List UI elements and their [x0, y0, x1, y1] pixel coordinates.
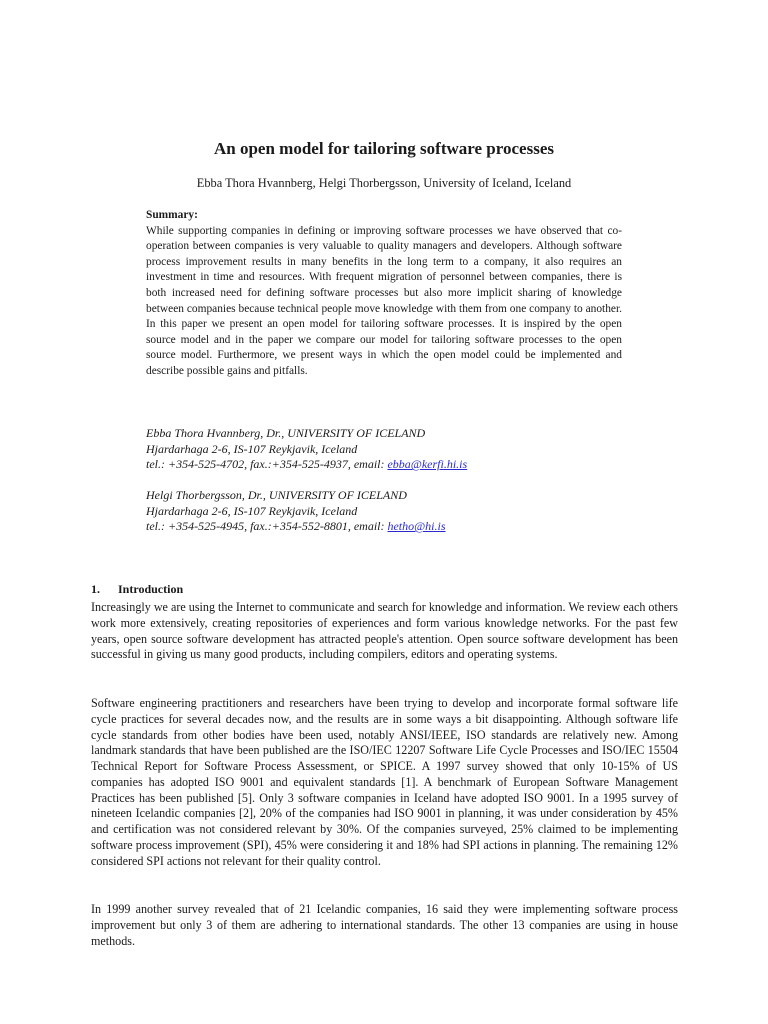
email-link[interactable]: hetho@hi.is	[387, 519, 446, 534]
contact-address: Hjardarhaga 2-6, IS-107 Reykjavik, Iceland	[146, 503, 358, 518]
email-link[interactable]: ebba@kerfi.hi.is	[387, 457, 468, 472]
section-heading	[91, 581, 183, 597]
paper-title: An open model for tailoring software processes	[214, 139, 554, 158]
contact-name: Helgi Thorbergsson, Dr., UNIVERSITY OF ICELAND	[146, 488, 407, 502]
section-number: 1.	[91, 582, 100, 596]
contact-phone: tel.: +354-525-4945, fax.:+354-552-8801, email:	[146, 519, 388, 534]
contact-address: Hjardarhaga 2-6, IS-107 Reykjavik, Iceland	[146, 441, 358, 456]
author-line: Ebba Thora Hvannberg, Helgi Thorbergsson, University of Iceland, Iceland	[196, 176, 572, 190]
summary-section	[146, 208, 622, 380]
body-paragraph: Software engineering practitioners and researchers have been trying to develop and incorporate formal software life cycle practices for several decades now, and the results are in some ways a bit disappointing. Although software life cycle standards from other bodies have been used, notably ANSI/IEEE, ISO standards are relatively new. Among landmark standards that have been published are the ISO/IEC 12207 Software Life Cycle Processes and ISO/IEC 15504 Technical Report for Software Process Assessment, or SPICE. A 1997 survey showed that only 10-15% of US companies has adopted ISO 9001 and equivalent standards [1]. A benchmark of European Software Management Practices has been published [5]. Only 3 software companies in Iceland have adopted ISO 9001. In a 1995 survey of nineteen Icelandic companies [2], 20% of the companies had ISO 9001 in planning, it was under consideration by 45% and certification was not considered relevant by 30%. Of the companies surveyed, 25% claimed to be implementing software process improvement (SPI), 45% were considering it and 18% had SPI actions in planning. The remaining 12% considered SPI actions not relevant for their quality control.	[91, 696, 678, 868]
contact-phone-line	[146, 519, 626, 535]
contact-phone-line	[146, 457, 626, 473]
contact-phone: tel.: +354-525-4702, fax.:+354-525-4937, email:	[146, 457, 388, 472]
section-title: Introduction	[118, 582, 184, 596]
contact-block-2	[146, 488, 626, 535]
body-paragraph: In 1999 another survey revealed that of 21 Icelandic companies, 16 said they were implementing software process improvement but only 3 of them are adhering to international standards. The other 13 companies are using in house methods.	[91, 902, 678, 948]
summary-body: While supporting companies in defining or improving software processes we have observed that co-operation between companies is very valuable to quality managers and developers. Although software process improvement results in many benefits in the long term to a company, it also requires an investment in time and resources. With frequent migration of personnel between companies, there is both increased need for defining software processes but also more implicit sharing of knowledge between companies because technical people move knowledge with them from one company to another. In this paper we present an open model for tailoring software processes. It is inspired by the open source model and in the paper we compare our model for tailoring software processes to the open source model. Furthermore, we present ways in which the open model could be implemented and describe possible gains and pitfalls.	[146, 224, 622, 377]
body-paragraph: Increasingly we are using the Internet to communicate and search for knowledge and information. We review each others work more extensively, creating repositories of experiences and form various knowledge networks. For the past few years, open source software development has attracted people's attention. Open source software development has been successful in giving us many good products, including compilers, editors and operating systems.	[91, 600, 678, 662]
contact-block-1	[146, 426, 626, 473]
summary-heading: Summary:	[146, 209, 198, 221]
contact-name: Ebba Thora Hvannberg, Dr., UNIVERSITY OF ICELAND	[146, 426, 426, 440]
